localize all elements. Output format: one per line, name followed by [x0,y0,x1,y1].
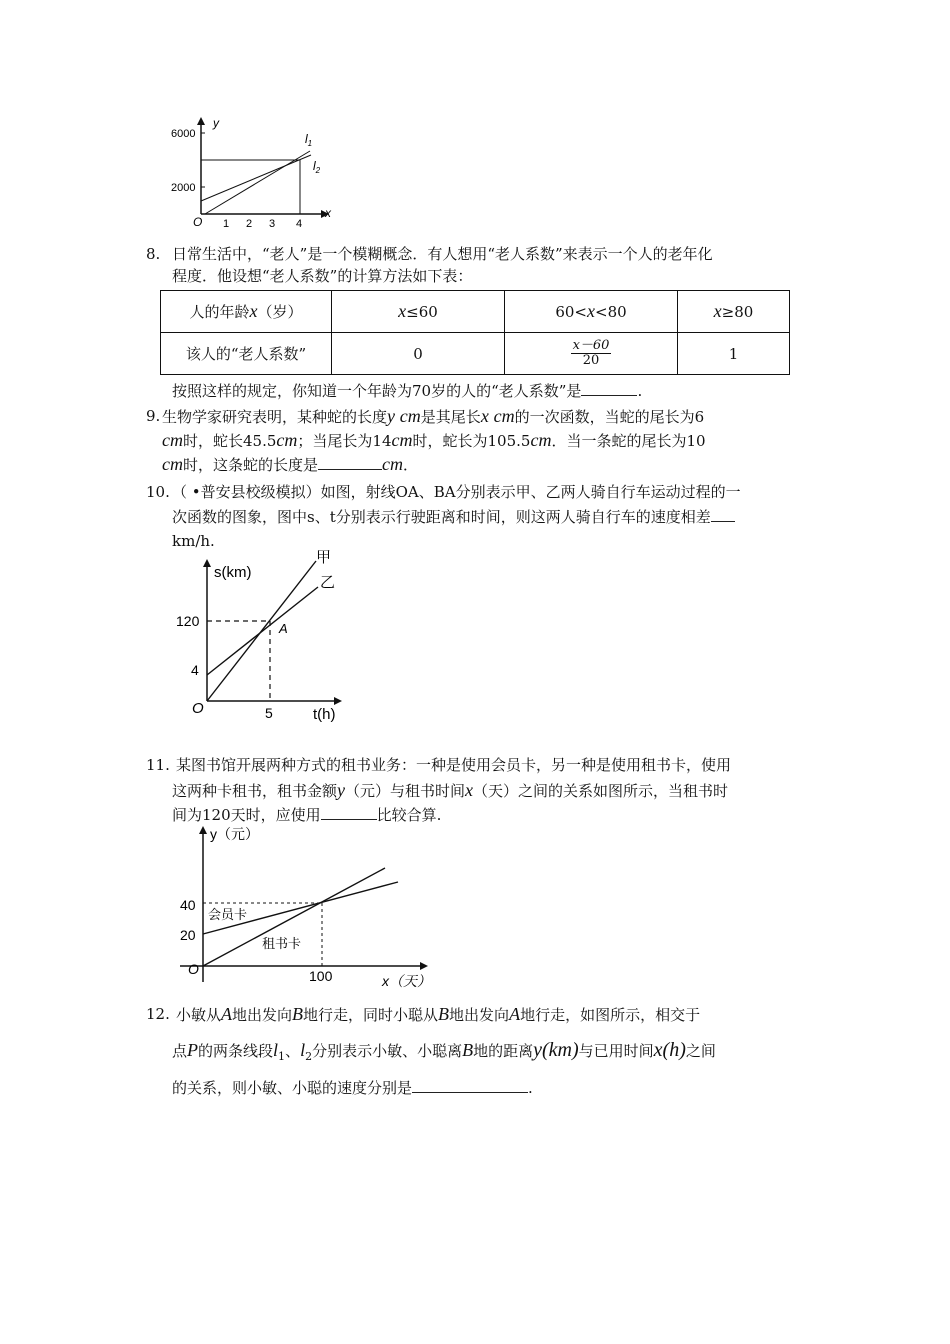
table-row [161,333,790,375]
q10-line-3: km/h. [172,532,215,550]
answer-blank[interactable] [318,455,382,470]
fig2-x-label: t(h) [313,706,336,723]
fig2-y-tick-4: 4 [191,662,199,678]
table-cell: 人的年龄x（岁） [161,291,332,333]
answer-blank[interactable] [412,1078,528,1093]
q9-line-2: cm时，蛇长45.5cm；当尾长为14cm时，蛇长为105.5cm．当一条蛇的尾长为10 [162,430,706,450]
fig2-series-yi: 乙 [320,574,336,591]
answer-blank[interactable] [711,507,735,522]
fig1-x-tick-4: 4 [296,218,303,230]
fig2-y-label: s(km) [214,564,252,581]
table-cell: x≤60 [332,291,505,333]
q10-line-2: 次函数的图象，图中s、t分别表示行驶距离和时间，则这两人骑自行车的速度相差 [172,507,735,527]
q12-line-3: 的关系，则小敏、小聪的速度分别是 . [172,1079,533,1097]
q11-number: 11. [146,756,170,774]
fig3-x-label: x（天） [382,973,431,989]
table-cell [505,333,678,375]
fig2-y-tick-120: 120 [176,613,200,629]
q10-number: 10. [146,483,170,501]
fig3-member-card-label: 会员卡 [208,907,248,922]
fig1-l2-label: $l_2$ [313,159,321,175]
fig1-y-tick-6000: 6000 [171,128,196,140]
fig1-x-tick-3: 3 [269,218,276,230]
q12-number: 12. [146,1005,170,1023]
table-row [161,291,790,333]
fraction: $\frac{x-60}{20}$ [572,338,610,368]
q11-line-2: 这两种卡租书，租书金额y（元）与租书时间x（天）之间的关系如图所示，当租书时 [172,780,729,800]
fig1-x-tick-1: 1 [223,218,230,230]
q8-line-3: 按照这样的规定，你知道一个年龄为70岁的人的“老人系数”是 . [172,382,643,400]
q9-line-1: 生物学家研究表明，某种蛇的长度y cm是其尾长x cm的一次函数，当蛇的尾长为6 [162,406,705,426]
fig1-x-tick-2: 2 [246,218,253,230]
old-age-coefficient-table [160,290,790,375]
q11-line-1: 某图书馆开展两种方式的租书业务：一种是使用会员卡，另一种是使用租书卡，使用 [176,756,732,774]
q8-line-1: 日常生活中，“老人”是一个模糊概念．有人想用“老人系数”来表示一个人的老年化 [172,245,713,263]
table-cell: 1 [678,333,790,375]
fig1-y-label: y [213,116,219,130]
answer-blank[interactable] [581,381,637,396]
q12-line-1: 小敏从A地出发向B地行走，同时小聪从B地出发向A地行走，如图所示，相交于 [176,1004,701,1024]
fig3-y-tick-20: 20 [180,927,196,943]
figure-2-graph [170,545,350,725]
fig1-l1-label: $l_1$ [305,132,313,148]
fig3-y-label: y（元） [210,826,259,842]
q12-line-2: 点P的两条线段$l_1$、$l_2$分别表示小敏、小聪离B地的距离y(km)与已用时间x(h)之间 [172,1039,716,1063]
table-cell: 0 [332,333,505,375]
fig3-origin: O [188,961,199,977]
answer-blank[interactable] [321,805,377,820]
table-cell: x≥80 [678,291,790,333]
fig2-series-jia: 甲 [316,549,332,566]
fig1-y-tick-2000: 2000 [171,182,196,194]
figure-3-graph [170,822,440,992]
fig1-origin: O [193,215,203,229]
table-cell: 60<x<80 [505,291,678,333]
fig2-point-a: A [279,621,288,636]
q9-line-3: cm时，这条蛇的长度是 cm． [162,454,419,474]
q8-number: 8. [146,245,161,263]
q8-line-2: 程度．他设想“老人系数”的计算方法如下表： [172,267,473,285]
fig2-x-tick-5: 5 [265,705,273,721]
figure-1-graph [165,113,340,233]
table-cell: 该人的“老人系数” [161,333,332,375]
fig3-rent-card-label: 租书卡 [262,936,302,951]
q11-line-3: 间为120天时，应使用 比较合算. [172,806,442,824]
fig3-x-tick-100: 100 [309,968,333,984]
q9-number: 9. [146,407,161,425]
q10-line-1: （ •普安县校级模拟）如图，射线OA、BA分别表示甲、乙两人骑自行车运动过程的一 [172,483,741,501]
fig1-x-label: x [325,206,331,220]
fig2-origin: O [192,700,204,717]
fig3-y-tick-40: 40 [180,897,196,913]
